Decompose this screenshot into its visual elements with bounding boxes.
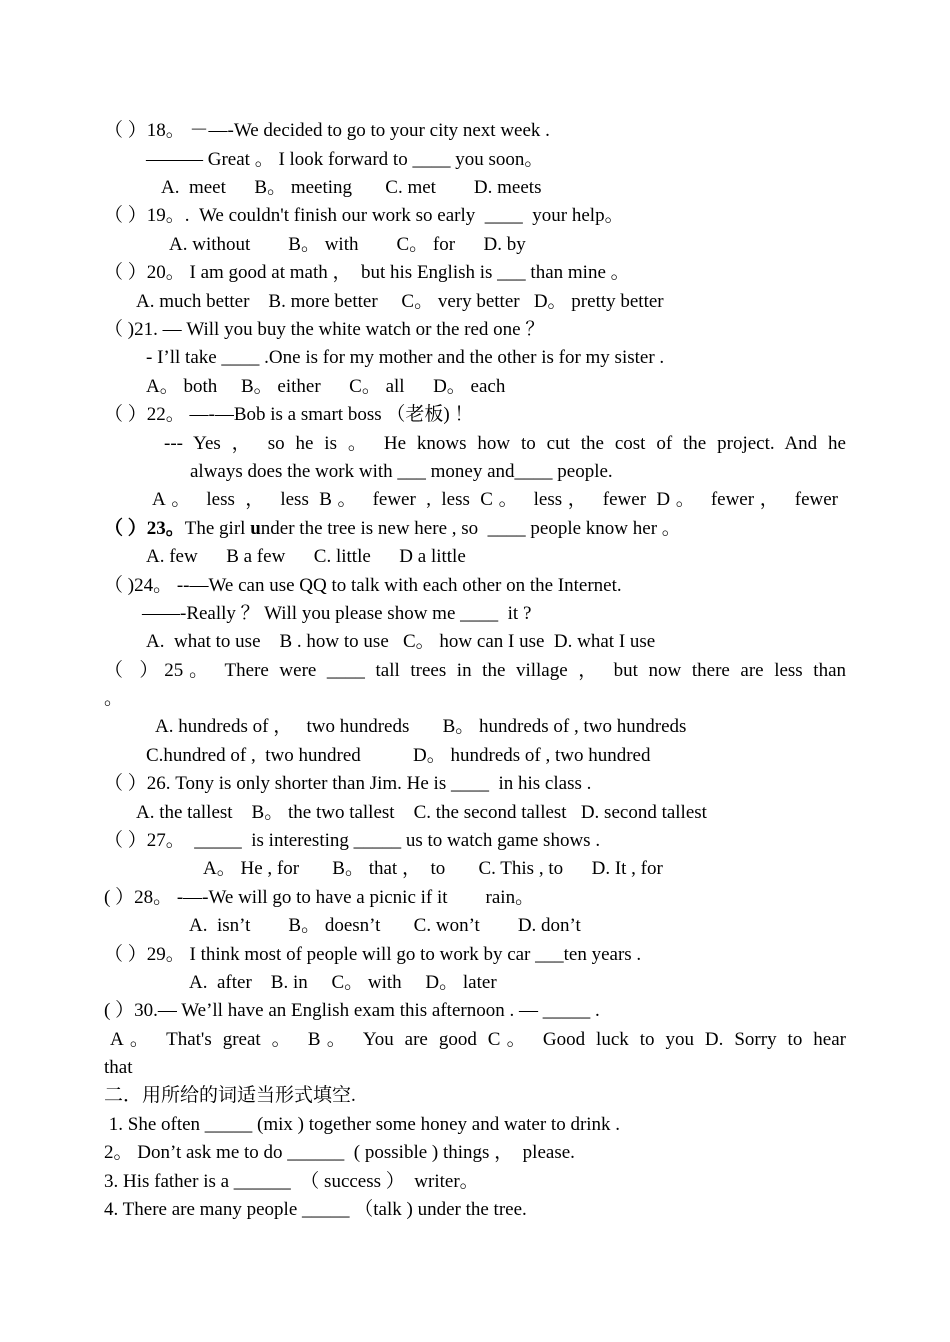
fill-item-1: 1. She often _____ (mix ) together some honey and water to drink .	[104, 1114, 621, 1135]
question-21: （ )21. — Will you buy the white watch or the red one ？	[104, 319, 545, 340]
question-20-options: A. much better B. more better C。 very better D。 pretty better	[136, 291, 664, 312]
question-18-options: A. meet B。 meeting C. met D. meets	[161, 177, 542, 198]
question-26: （ ）26. Tony is only shorter than Jim. He is ____ in his class .	[104, 773, 592, 794]
question-22-reply: --- Yes ， so he is 。 He knows how to cut the cost of the project. And he	[164, 433, 846, 454]
question-23-number: （ ）23。	[104, 518, 185, 539]
question-29-options: A. after B. in C。 with D。 later	[189, 972, 497, 993]
fill-item-4: 4. There are many people _____ （talk ) under the tree.	[104, 1199, 527, 1220]
question-24-options: A. what to use B . how to use C。 how can I use D. what I use	[146, 631, 656, 652]
question-21-options: A。 both B。 either C。 all D。 each	[146, 376, 506, 397]
question-29: （ ）29。 I think most of people will go to work by car ___ten years .	[104, 944, 642, 965]
question-28-options: A. isn’t B。 doesn’t C. won’t D. don’t	[189, 915, 581, 936]
question-23-text-a: The girl	[184, 518, 251, 539]
question-30-options: A。 That's great 。 B。 You are good C。 Good luck to you D. Sorry to hear	[110, 1029, 846, 1050]
fill-item-3: 3. His father is a ______ （ success ） writer。	[104, 1171, 479, 1192]
question-25-options-cd: C.hundred of , two hundred D。 hundreds of , two hundred	[146, 745, 651, 766]
question-18-reply: ——— Great 。 I look forward to ____ you soon。	[146, 149, 544, 170]
question-27-options: A。 He , for B。 that ， to C. This , to D. It , for	[203, 858, 663, 879]
question-25: （ ）25。 There were ____ tall trees in the village ， but now there are less than	[104, 660, 846, 681]
question-24-reply: ——-Really ？ Will you please show me ____ it ?	[142, 603, 532, 624]
question-30-options-cont: that	[104, 1057, 133, 1078]
section-heading: 二．用所给的词适当形式填空.	[104, 1085, 356, 1106]
question-23-options: A. few B a few C. little D a little	[146, 546, 466, 567]
question-23-bold-letter: u	[250, 518, 261, 539]
question-24: （ )24。 --—We can use QQ to talk with each other on the Internet.	[104, 575, 622, 596]
question-20: （ ）20。 I am good at math ， but his English is ___ than mine 。	[104, 262, 630, 283]
fill-item-2: 2。 Don’t ask me to do ______ ( possible ) things ， please.	[104, 1142, 575, 1163]
question-19-options: A. without B。 with C。 for D. by	[169, 234, 526, 255]
question-19: （ ）19。. We couldn't finish our work so early ____ your help。	[104, 205, 624, 226]
question-25-cont: 。	[104, 688, 124, 709]
question-18: （ ）18。 －—-We decided to go to your city next week .	[104, 120, 550, 141]
question-28: ( ）28。 -—-We will go to have a picnic if it rain。	[104, 887, 535, 908]
question-21-reply: - I’ll take ____ .One is for my mother and the other is for my sister .	[146, 347, 665, 368]
question-22-reply-cont: always does the work with ___ money and____ people.	[190, 461, 613, 482]
question-22: （ ）22。 —-—Bob is a smart boss （老板) ！	[104, 404, 474, 425]
question-22-options: A。 less ， less B。 fewer , less C。 less， fewer D。 fewer， fewer	[152, 489, 838, 510]
question-26-options: A. the tallest B。 the two tallest C. the second tallest D. second tallest	[136, 802, 707, 823]
question-23-text-b: nder the tree is new here , so ____ people know her 。	[260, 518, 681, 539]
question-23	[104, 515, 681, 543]
question-25-options-ab: A. hundreds of ， two hundreds B。 hundreds of , two hundreds	[155, 716, 687, 737]
question-27: （ ）27。 _____ is interesting _____ us to watch game shows .	[104, 830, 601, 851]
question-30: ( ）30.— We’ll have an English exam this afternoon . — _____ .	[104, 1000, 600, 1021]
